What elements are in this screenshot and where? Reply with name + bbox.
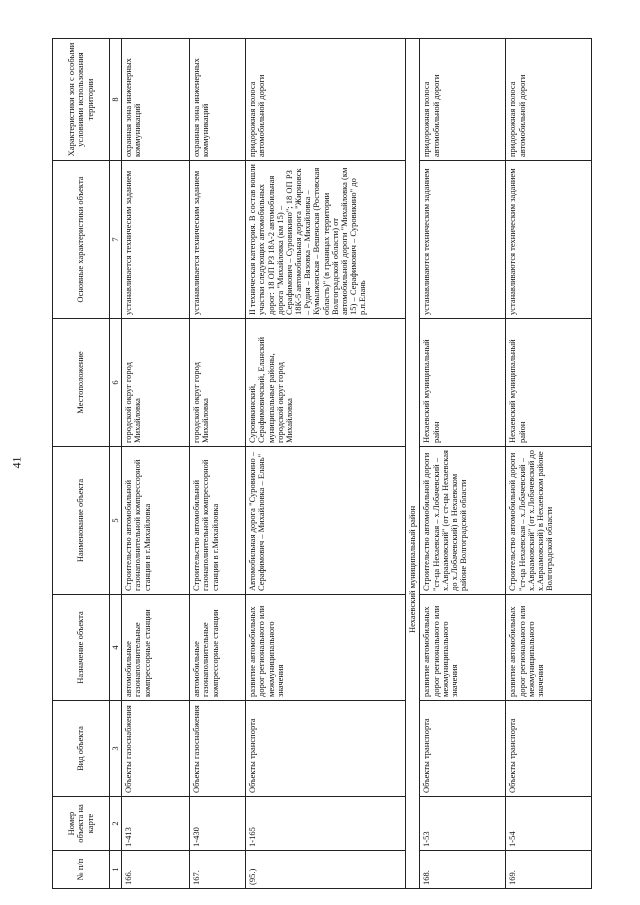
page-number: 41 bbox=[9, 456, 24, 469]
header-cell: Местоположение bbox=[53, 319, 110, 447]
column-number: 3 bbox=[110, 701, 122, 797]
table-row bbox=[420, 39, 506, 889]
object-purpose: развитие автомобильных дорог регионального или межмуниципального значения bbox=[420, 595, 506, 701]
object-location: Нехаевский муниципальный район bbox=[506, 319, 592, 447]
header-cell: Наименование объекта bbox=[53, 447, 110, 595]
object-characteristics: II техническая категория. В состав вошли участки следующих автомобильных дорог: 18 ОП РЗ 18А-2 автомобильная дорога "Михайловка (км 15) – Серафимович – Суровикино"; 18 ОП РЗ 18К-5 автомобильная дорога "Жирновск – Рудня – Вязовка – Михайловка – Кумылженская – Вешенская (Ростовская область)" (в границах территории Волгоградской области) от автомобильной дороги "Михайловка (км 15) – Серафимович – Суровикино" до р.п.Елань bbox=[246, 161, 406, 319]
object-location: городской округ город Михайловка bbox=[190, 319, 246, 447]
header-cell: № п/п bbox=[53, 851, 110, 889]
table-row bbox=[246, 39, 406, 889]
header-cell: Характеристики зон с особыми условиями использования территории bbox=[53, 39, 110, 161]
map-number: 1-430 bbox=[190, 797, 246, 851]
row-number: 168. bbox=[420, 851, 506, 889]
zone-characteristics: придорожная полоса автомобильной дороги bbox=[506, 39, 592, 161]
table-row bbox=[122, 39, 190, 889]
column-number-row bbox=[110, 39, 122, 889]
object-name: Автомобильная дорога "Суровикино – Серафимович – Михайловка – Елань" bbox=[246, 447, 406, 595]
object-kind: Объекты газоснабжения bbox=[190, 701, 246, 797]
header-cell: Основные характеристики объекта bbox=[53, 161, 110, 319]
objects-table bbox=[52, 38, 592, 889]
section-row bbox=[406, 39, 420, 889]
object-characteristics: устанавливается техническим заданием bbox=[190, 161, 246, 319]
object-purpose: развитие автомобильных дорог регионального или межмуниципального значения bbox=[506, 595, 592, 701]
object-name: Строительство автомобильной дороги "ст-ца Нехаевская – х.Лобачевский – х.Авраамовский" (от х.Лобачевский до х.Авраамовский) в Нехаевском районе Волгоградской области bbox=[506, 447, 592, 595]
map-number: 1-53 bbox=[420, 797, 506, 851]
zone-characteristics: придорожная полоса автомобильной дороги bbox=[420, 39, 506, 161]
object-location: Нехаевский муниципальный район bbox=[420, 319, 506, 447]
object-purpose: автомобильные газонаполнительные компрессорные станции bbox=[122, 595, 190, 701]
rotated-table-container bbox=[52, 39, 612, 889]
object-kind: Объекты транспорта bbox=[420, 701, 506, 797]
column-number: 5 bbox=[110, 447, 122, 595]
row-number: 167. bbox=[190, 851, 246, 889]
zone-characteristics: охранная зона инженерных коммуникаций bbox=[122, 39, 190, 161]
object-purpose: автомобильные газонаполнительные компрессорные станции bbox=[190, 595, 246, 701]
row-number: 166. bbox=[122, 851, 190, 889]
table-row bbox=[506, 39, 592, 889]
column-number: 7 bbox=[110, 161, 122, 319]
table-row bbox=[190, 39, 246, 889]
map-number: 1-54 bbox=[506, 797, 592, 851]
row-number: (95.) bbox=[246, 851, 406, 889]
object-location: Суровикинский, Серафимовичский, Еланский муниципальные районы, городской округ город Михайловка bbox=[246, 319, 406, 447]
object-characteristics: устанавливается техническим заданием bbox=[122, 161, 190, 319]
object-characteristics: устанавливаются техническим заданием bbox=[506, 161, 592, 319]
row-number: 169. bbox=[506, 851, 592, 889]
column-number: 1 bbox=[110, 851, 122, 889]
column-number: 8 bbox=[110, 39, 122, 161]
header-cell: Назначение объекта bbox=[53, 595, 110, 701]
object-characteristics: устанавливаются техническим заданием bbox=[420, 161, 506, 319]
map-number: 1-165 bbox=[246, 797, 406, 851]
object-kind: Объекты транспорта bbox=[246, 701, 406, 797]
object-name: Строительство автомобильной дороги "ст-ца Нехаевская – х.Лобачевский – х.Авраамовский" (от ст-цы Нехаевская до х.Лобачевский) в Нехаевском районе Волгоградской области bbox=[420, 447, 506, 595]
object-purpose: развитие автомобильных дорог регионального или межмуниципального значения bbox=[246, 595, 406, 701]
object-kind: Объекты газоснабжения bbox=[122, 701, 190, 797]
map-number: 1-413 bbox=[122, 797, 190, 851]
section-title: Нехаевский муниципальный район bbox=[406, 39, 420, 889]
header-cell: Вид объекта bbox=[53, 701, 110, 797]
zone-characteristics: придорожная полоса автомобильной дороги bbox=[246, 39, 406, 161]
column-number: 4 bbox=[110, 595, 122, 701]
object-location: городской округ город Михайловка bbox=[122, 319, 190, 447]
column-number: 2 bbox=[110, 797, 122, 851]
object-name: Строительство автомобильной газонаполнительной компрессорной станции в г.Михайловка bbox=[190, 447, 246, 595]
column-number: 6 bbox=[110, 319, 122, 447]
header-row bbox=[53, 39, 110, 889]
header-cell: Номер объекта на карте bbox=[53, 797, 110, 851]
object-name: Строительство автомобильной газонаполнительной компрессорной станции в г.Михайловка bbox=[122, 447, 190, 595]
zone-characteristics: охранная зона инженерных коммуникаций bbox=[190, 39, 246, 161]
object-kind: Объекты транспорта bbox=[506, 701, 592, 797]
